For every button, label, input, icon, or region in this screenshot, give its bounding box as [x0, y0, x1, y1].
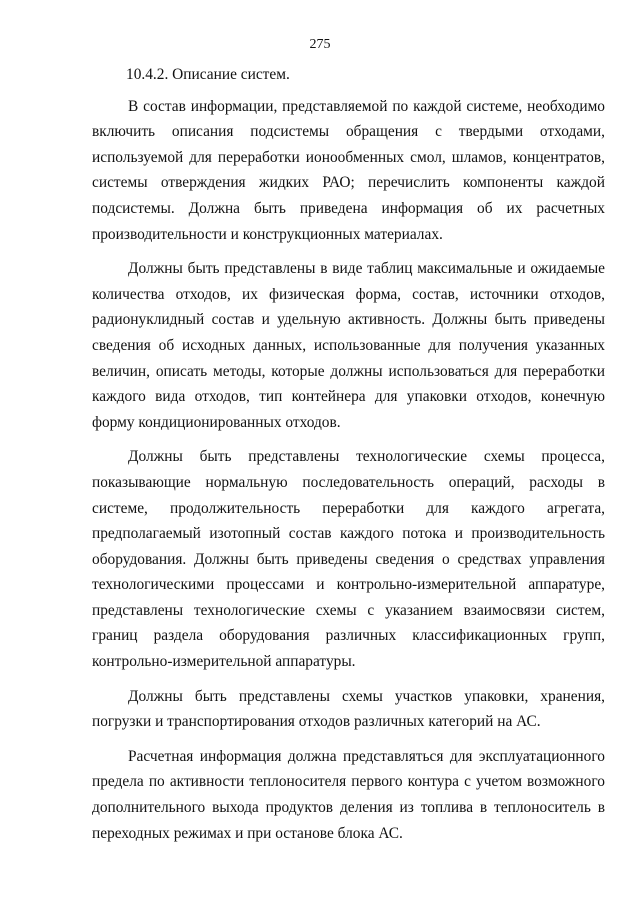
- paragraph-5: Расчетная информация должна представляться для эксплуатационного предела по активности теплоносителя первого контура с учетом возможного дополнительного выхода продуктов деления из топлива в теплоноситель в переходных режимах и при останове блока АС.: [92, 747, 605, 842]
- paragraph-4: Должны быть представлены схемы участков упаковки, хранения, погрузки и транспортирования отходов различных категорий на АС.: [92, 687, 605, 731]
- paragraph-3: Должны быть представлены технологические схемы процесса, показывающие нормальную последовательность операций, расходы в системе, продолжительность переработки для каждого агрегата, предполагаемый изотопный состав каждого потока и производительность оборудования. Должны быть приведены сведения о средствах управления технологическими процессами и контрольно-измерительной аппаратуре, представлены технологические схемы с указанием взаимосвязи систем, границ раздела оборудования различных классификационных групп, контрольно-измерительной аппаратуры.: [92, 448, 605, 671]
- document-body: [92, 62, 605, 855]
- paragraph-2: Должны быть представлены в виде таблиц максимальные и ожидаемые количества отходов, их физическая форма, состав, источники отходов, радионуклидный состав и удельную активность. Должны быть приведены сведения об исходных данных, использованные для получения указанных величин, описать методы, которые должны использоваться для переработки каждого вида отходов, тип контейнера для упаковки отходов, конечную форму кондиционированных отходов.: [92, 260, 605, 431]
- section-heading: 10.4.2. Описание систем.: [126, 66, 290, 83]
- paragraph-1: В состав информации, представляемой по каждой системе, необходимо включить описания подсистемы обращения с твердыми отходами, используемой для переработки ионообменных смол, шламов, концентратов, системы отверждения жидких РАО; перечислить компоненты каждой подсистемы. Должна быть приведена информация об их расчетных производительности и конструкционных материалах.: [92, 97, 605, 243]
- page-number: 275: [309, 37, 331, 52]
